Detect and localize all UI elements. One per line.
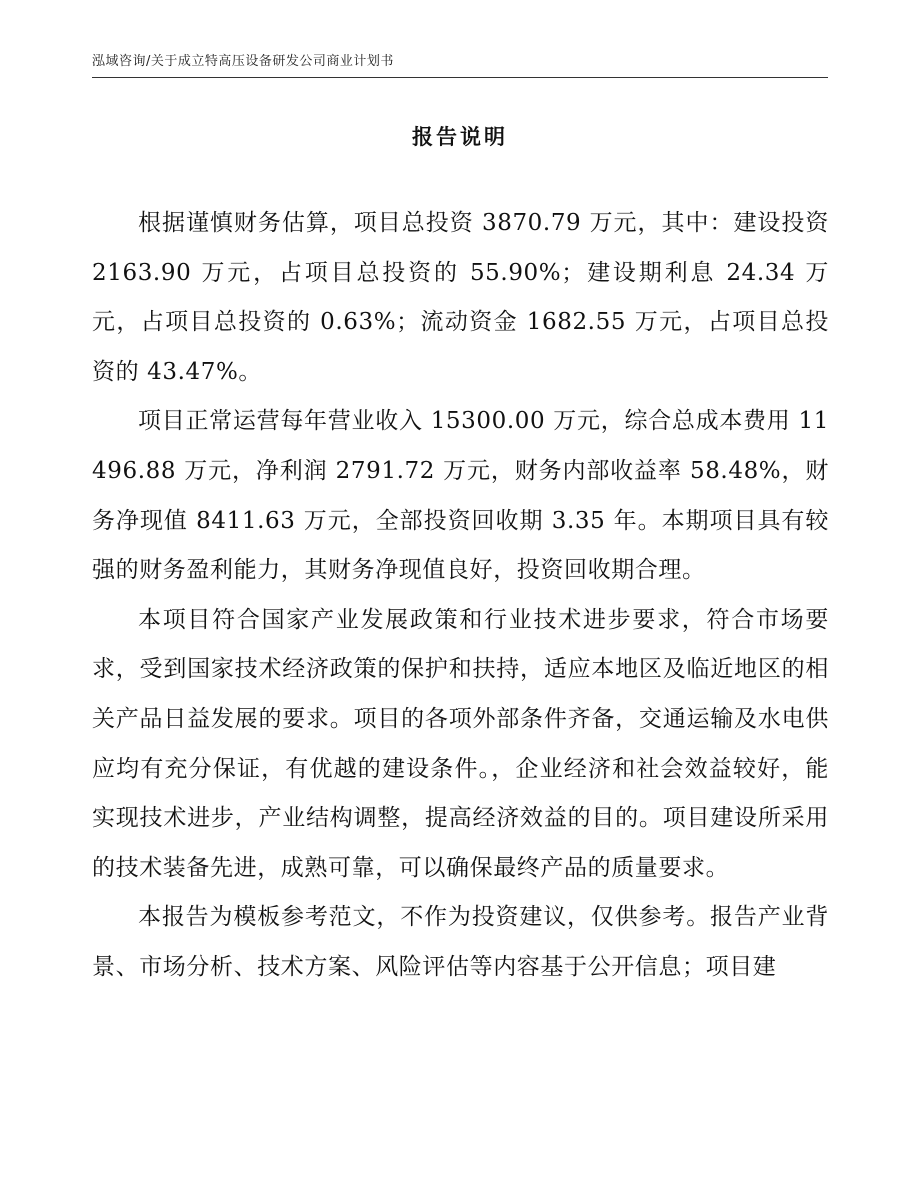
paragraph-policy: 本项目符合国家产业发展政策和行业技术进步要求，符合市场要求，受到国家技术经济政策的保护和扶持，适应本地区及临近地区的相关产品日益发展的要求。项目的各项外部条件齐备，交通运输及水电供应均有充分保证，有优越的建设条件。，企业经济和社会效益较好，能实现技术进步，产业结构调整，提高经济效益的目的。项目建设所采用的技术装备先进，成熟可靠，可以确保最终产品的质量要求。 <box>92 606 829 881</box>
page-title: 报告说明 <box>412 125 508 149</box>
body-text <box>92 199 829 993</box>
paragraph-disclaimer: 本报告为模板参考范文，不作为投资建议，仅供参考。报告产业背景、市场分析、技术方案、风险评估等内容基于公开信息；项目建 <box>92 904 829 980</box>
running-header: 泓域咨询/关于成立特高压设备研发公司商业计划书 <box>92 50 828 78</box>
paragraph-investment: 根据谨慎财务估算，项目总投资 3870.79 万元，其中：建设投资 2163.90 万元，占项目总投资的 55.90%；建设期利息 24.34 万元，占项目总投资的 0.63%；流动资金 1682.55 万元，占项目总投资的 43.47%。 <box>92 210 829 385</box>
paragraph-revenue: 项目正常运营每年营业收入 15300.00 万元，综合总成本费用 11496.88 万元，净利润 2791.72 万元，财务内部收益率 58.48%，财务净现值 8411.63 万元，全部投资回收期 3.35 年。本期项目具有较强的财务盈利能力，其财务净现值良好，投资回收期合理。 <box>92 408 829 584</box>
